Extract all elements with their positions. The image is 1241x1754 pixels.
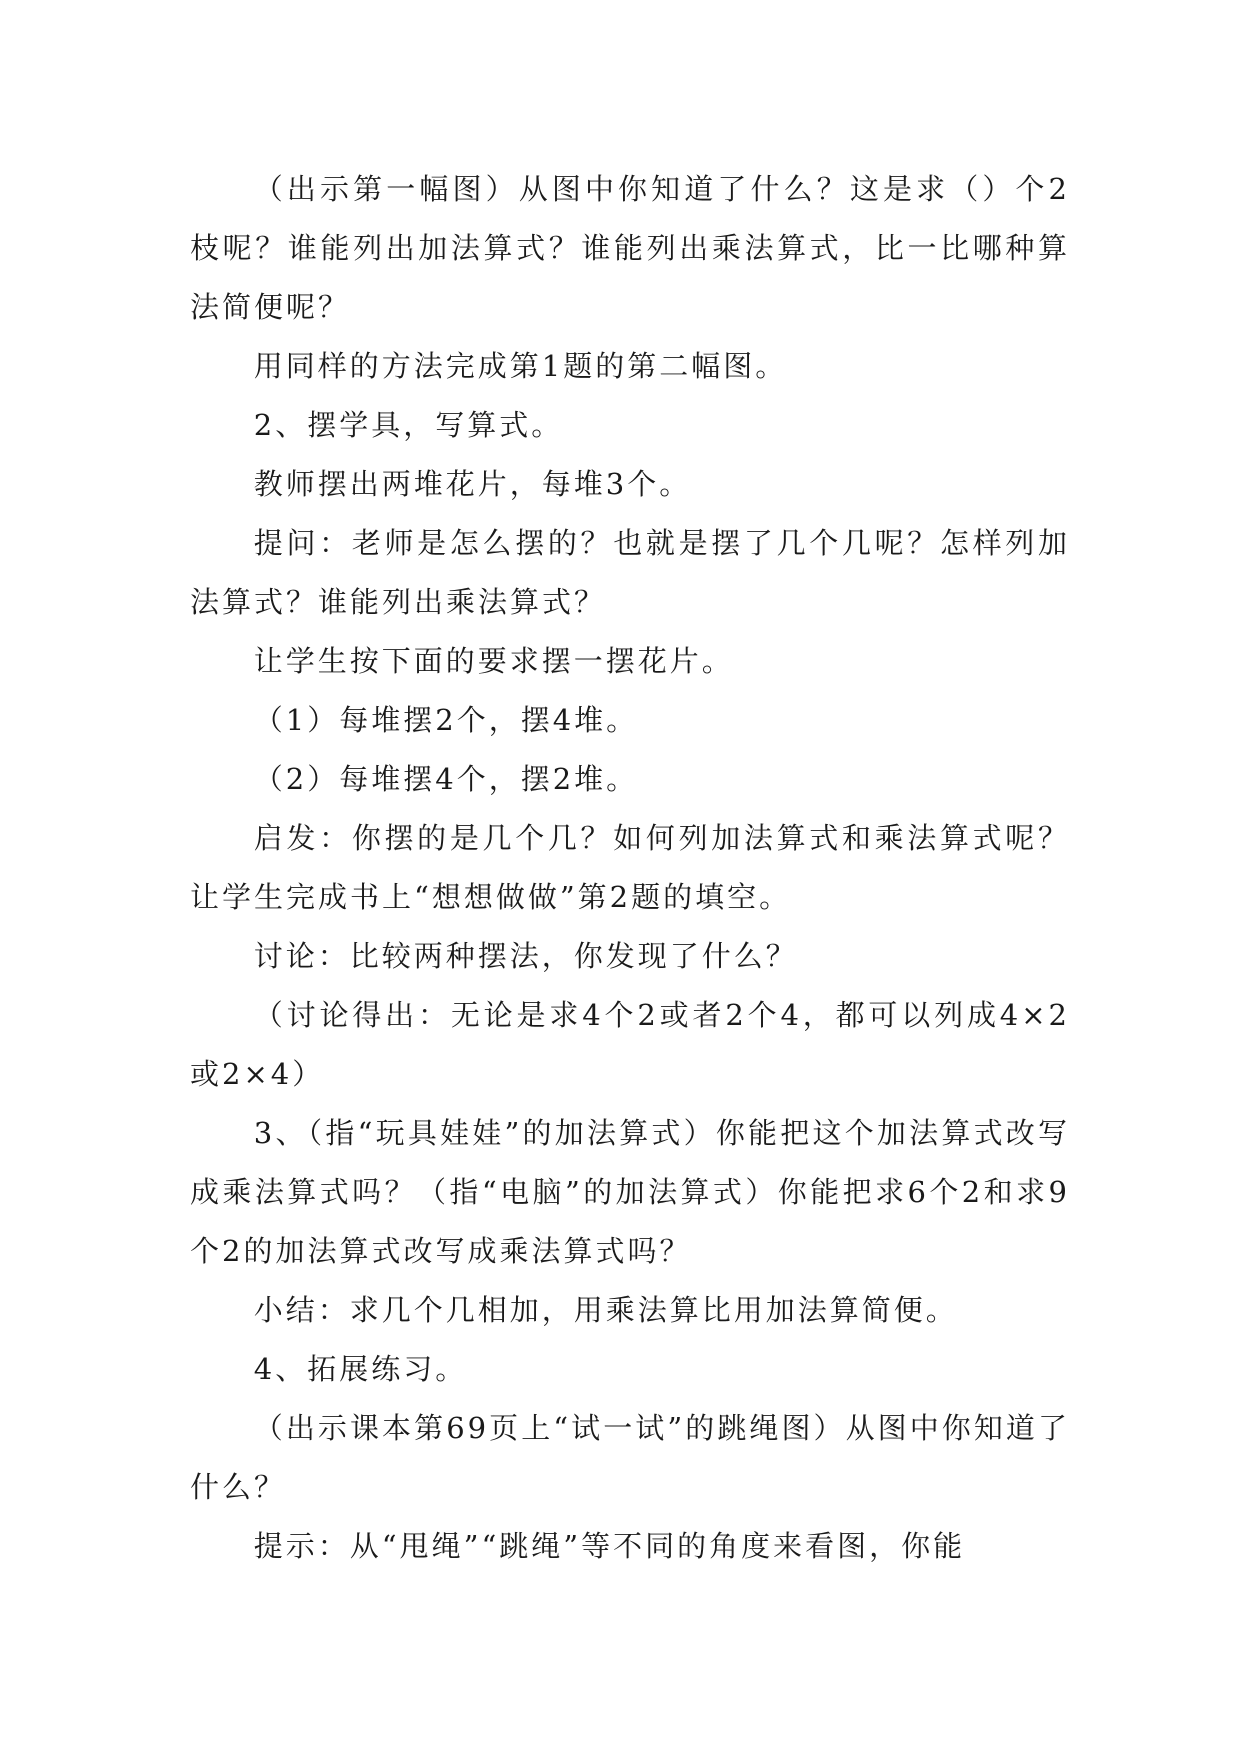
paragraph-4: 教师摆出两堆花片，每堆3个。	[253, 467, 692, 501]
paragraph-2: 用同样的方法完成第1题的第二幅图。	[253, 349, 788, 383]
paragraph-1: （出示第一幅图）从图中你知道了什么？这是求（）个2枝呢？谁能列出加法算式？谁能列出乘法算式，比一比哪种算法简便呢？	[190, 172, 1070, 324]
paragraph-11: （讨论得出：无论是求4个2或者2个4，都可以列成4×2或2×4）	[190, 998, 1070, 1091]
paragraph-6: 让学生按下面的要求摆一摆花片。	[253, 644, 734, 678]
paragraph-14: 4、拓展练习。	[253, 1352, 468, 1386]
document-body	[190, 160, 1070, 1576]
paragraph-3: 2、摆学具，写算式。	[253, 408, 564, 442]
paragraph-7: （1）每堆摆2个，摆4堆。	[253, 703, 639, 737]
paragraph-10: 讨论：比较两种摆法，你发现了什么？	[253, 939, 798, 973]
paragraph-15: （出示课本第69页上“试一试”的跳绳图）从图中你知道了什么？	[190, 1411, 1070, 1504]
paragraph-9: 启发：你摆的是几个几？如何列加法算式和乘法算式呢？让学生完成书上“想想做做”第2题的填空。	[190, 821, 1070, 914]
paragraph-16: 提示：从“甩绳”“跳绳”等不同的角度来看图，你能	[253, 1529, 966, 1563]
paragraph-5: 提问：老师是怎么摆的？也就是摆了几个几呢？怎样列加法算式？谁能列出乘法算式？	[190, 526, 1070, 619]
paragraph-13: 小结：求几个几相加，用乘法算比用加法算简便。	[253, 1293, 958, 1327]
paragraph-12: 3、（指“玩具娃娃”的加法算式）你能把这个加法算式改写成乘法算式吗？（指“电脑”的加法算式）你能把求6个2和求9个2的加法算式改写成乘法算式吗？	[190, 1116, 1070, 1268]
paragraph-8: （2）每堆摆4个，摆2堆。	[253, 762, 639, 796]
